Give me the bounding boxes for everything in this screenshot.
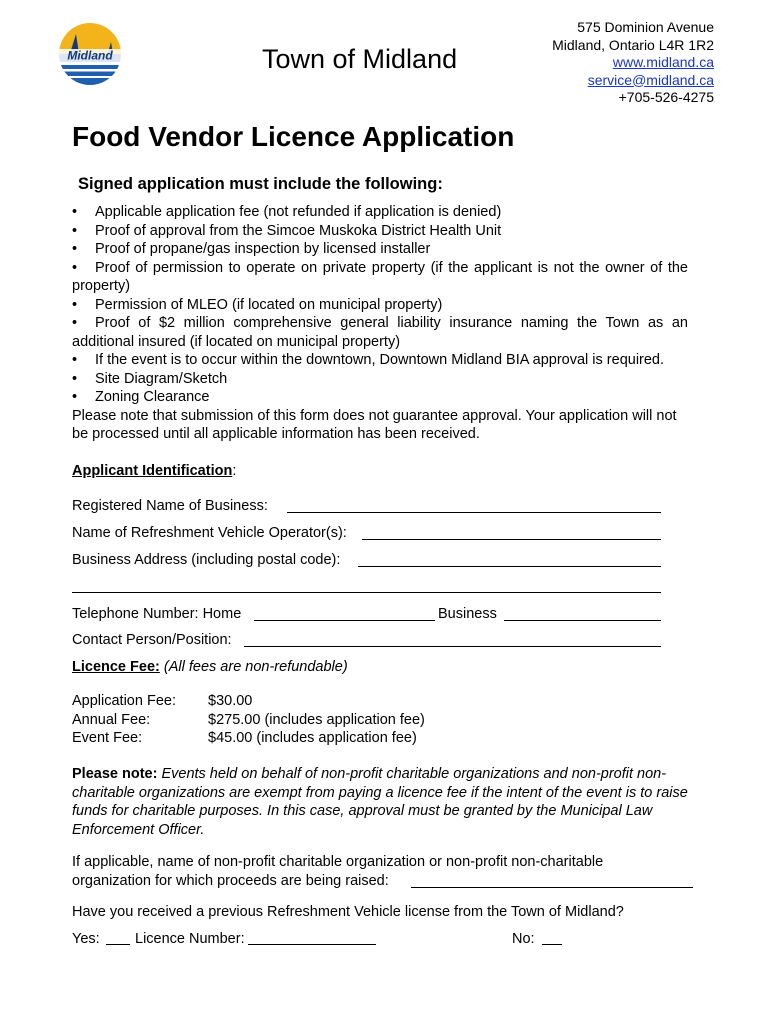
- contact-block: [552, 19, 714, 107]
- fee-label: Event Fee:: [72, 730, 143, 746]
- yes-label: Yes:: [72, 931, 100, 947]
- address-line1: 575 Dominion Avenue: [577, 19, 714, 35]
- fee-table: [72, 692, 425, 748]
- fee-label: Annual Fee:: [72, 711, 151, 728]
- address-label: Business Address (including postal code):: [72, 552, 341, 568]
- no-label: No:: [512, 931, 535, 947]
- no-field[interactable]: [542, 944, 562, 945]
- requirements-list: [72, 203, 688, 444]
- list-item: • Site Diagram/Sketch: [72, 370, 228, 387]
- licence-number-field[interactable]: [248, 944, 376, 945]
- fee-value: $275.00 (includes application fee): [208, 711, 425, 728]
- licence-fee-heading: Licence Fee: [72, 659, 156, 675]
- list-item: • Proof of permission to operate on private property (if the applicant is not the owner of the property): [72, 259, 688, 294]
- list-item: • Proof of $2 million comprehensive general liability insurance naming the Town as an additional insured (if located on municipal property): [72, 315, 688, 350]
- town-logo: [54, 20, 126, 92]
- fee-value: $45.00 (includes application fee): [208, 730, 417, 746]
- address-line2: Midland, Ontario L4R 1R2: [552, 36, 714, 53]
- fee-value: $30.00: [208, 693, 253, 709]
- fee-label: Application Fee:: [72, 693, 176, 709]
- operator-field[interactable]: [362, 539, 661, 540]
- list-item: • If the event is to occur within the downtown, Downtown Midland BIA approval is required.: [72, 352, 665, 368]
- org-label-line1: If applicable, name of non-profit charitable organization or non-profit non-charitable: [72, 854, 604, 870]
- phone-number: +705-526-4275: [618, 89, 714, 105]
- applicant-heading-row: Applicant Identification:: [72, 463, 237, 479]
- list-item: • Proof of propane/gas inspection by licensed installer: [72, 241, 431, 257]
- contact-person-label: Contact Person/Position:: [72, 632, 232, 648]
- svg-text:Midland: Midland: [67, 48, 113, 63]
- requirements-heading: Signed application must include the following:: [78, 175, 443, 193]
- contact-person-field[interactable]: [244, 646, 661, 647]
- operator-label: Name of Refreshment Vehicle Operator(s):: [72, 525, 347, 541]
- phone-business-field[interactable]: [504, 620, 661, 621]
- note-text: Events held on behalf of non-profit charitable organizations and non-profit non-charitable organizations are exempt from paying a licence fee if the intent of the event is to raise funds for charitable purposes. In this case, approval must be granted by the Municipal Law Enforcement Officer.: [72, 766, 688, 838]
- table-row: [72, 729, 425, 748]
- business-name-label: Registered Name of Business:: [72, 498, 268, 514]
- address-field-line2[interactable]: [72, 592, 661, 593]
- phone-home-field[interactable]: [254, 620, 435, 621]
- org-label-line2: organization for which proceeds are being raised:: [72, 873, 389, 889]
- previous-licence-question: Have you received a previous Refreshment Vehicle license from the Town of Midland?: [72, 904, 624, 920]
- nonprofit-note: [72, 765, 690, 839]
- list-item: • Zoning Clearance: [72, 389, 210, 405]
- phone-home-label: Telephone Number: Home: [72, 606, 242, 622]
- licence-number-label: Licence Number:: [135, 931, 245, 947]
- submission-note: Please note that submission of this form does not guarantee approval. Your application will not be processed until all applicable information has been received.: [72, 407, 677, 442]
- applicant-heading: Applicant Identification: [72, 463, 233, 479]
- org-name-field[interactable]: [411, 887, 693, 888]
- table-row: [72, 692, 425, 711]
- list-item: • Applicable application fee (not refunded if application is denied): [72, 204, 502, 220]
- yes-field[interactable]: [106, 944, 130, 945]
- licence-fee-row: Licence Fee: (All fees are non-refundable): [72, 659, 348, 675]
- page-title: Food Vendor Licence Application: [72, 121, 515, 152]
- business-name-field[interactable]: [287, 512, 661, 513]
- list-item: • Proof of approval from the Simcoe Muskoka District Health Unit: [72, 222, 502, 239]
- licence-fee-subnote: (All fees are non-refundable): [163, 659, 348, 675]
- table-row: [72, 711, 425, 730]
- list-item: • Permission of MLEO (if located on municipal property): [72, 296, 443, 313]
- phone-business-label: Business: [438, 606, 497, 622]
- website-link[interactable]: www.midland.ca: [612, 54, 714, 70]
- town-name: Town of Midland: [262, 44, 458, 74]
- email-link[interactable]: service@midland.ca: [587, 71, 714, 88]
- note-label: Please note:: [72, 766, 158, 782]
- address-field[interactable]: [358, 566, 661, 567]
